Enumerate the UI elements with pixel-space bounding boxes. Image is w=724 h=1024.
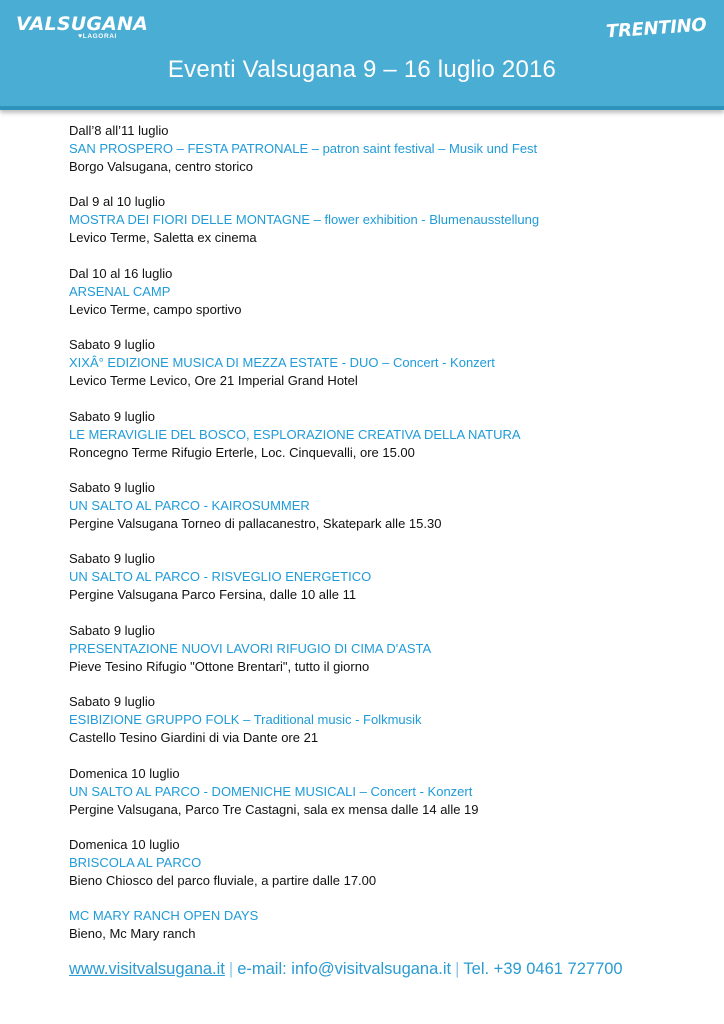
event-name: ARSENAL CAMP: [69, 283, 171, 299]
event-item: [69, 193, 709, 247]
event-date: Dal 9 al 10 luglio: [69, 194, 166, 210]
event-item: [69, 550, 709, 604]
event-name: MC MARY RANCH OPEN DAYS: [69, 908, 259, 924]
event-place: Borgo Valsugana, centro storico: [69, 159, 254, 174]
event-name: MOSTRA DEI FIORI DELLE MONTAGNE – flower exhibition - Blumenausstellung: [69, 212, 540, 228]
event-item: [69, 479, 709, 533]
event-place: Pergine Valsugana, Parco Tre Castagni, sala ex mensa dalle 14 alle 19: [69, 801, 479, 817]
event-place: Bieno, Mc Mary ranch: [69, 926, 196, 942]
event-place: Bieno Chiosco del parco fluviale, a partire dalle 17.00: [69, 872, 377, 888]
event-date: Sabato 9 luglio: [69, 408, 156, 424]
event-name: UN SALTO AL PARCO - DOMENICHE MUSICALI – Concert - Konzert: [69, 783, 473, 799]
event-name: ESIBIZIONE GRUPPO FOLK – Traditional music - Folkmusik: [69, 712, 422, 728]
event-date: Dall’8 all’11 luglio: [69, 123, 169, 138]
event-date: Domenica 10 luglio: [69, 765, 180, 781]
event-name: UN SALTO AL PARCO - KAIROSUMMER: [69, 497, 310, 513]
event-item: [69, 408, 709, 462]
event-item: [69, 622, 709, 676]
event-place: Roncegno Terme Rifugio Erterle, Loc. Cinquevalli, ore 15.00: [69, 444, 415, 460]
event-name: LE MERAVIGLIE DEL BOSCO, ESPLORAZIONE CREATIVA DELLA NATURA: [69, 426, 521, 442]
event-list: [69, 122, 709, 961]
valsugana-logo-text: VALSUGANA: [16, 13, 149, 35]
event-date: Sabato 9 luglio: [69, 337, 156, 353]
event-place: Pergine Valsugana Torneo di pallacanestro, Skatepark alle 15.30: [69, 515, 442, 531]
event-item: [69, 265, 709, 319]
event-name: PRESENTAZIONE NUOVI LAVORI RIFUGIO DI CIMA D'ASTA: [69, 640, 432, 656]
event-place: Pergine Valsugana Parco Fersina, dalle 10 alle 11: [69, 587, 357, 603]
trentino-logo[interactable]: TRENTINO: [604, 14, 707, 43]
event-place: Pieve Tesino Rifugio "Ottone Brentari", tutto il giorno: [69, 658, 370, 674]
event-name: BRISCOLA AL PARCO: [69, 854, 202, 870]
heart-icon: ♥: [78, 33, 83, 40]
footer-separator: |: [455, 960, 460, 978]
footer-separator: |: [228, 960, 234, 978]
event-place: Levico Terme, Saletta ex cinema: [69, 230, 257, 246]
event-date: Sabato 9 luglio: [69, 551, 156, 567]
valsugana-logo[interactable]: [16, 13, 149, 40]
event-place: Levico Terme Levico, Ore 21 Imperial Grand Hotel: [69, 373, 358, 389]
event-item: [69, 336, 709, 390]
contact-footer: [69, 960, 623, 979]
event-date: Dal 10 al 16 luglio: [69, 265, 173, 281]
event-date: Sabato 9 luglio: [69, 479, 156, 495]
email-link[interactable]: e-mail: info@visitvalsugana.it: [237, 960, 452, 978]
event-item: [69, 907, 709, 943]
event-item: [69, 765, 709, 819]
phone-text: Tel. +39 0461 727700: [463, 960, 623, 978]
event-place: Castello Tesino Giardini di via Dante ore 21: [69, 730, 319, 746]
event-date: Sabato 9 luglio: [69, 694, 156, 710]
page-title: Eventi Valsugana 9 – 16 luglio 2016: [167, 56, 557, 83]
website-link[interactable]: www.visitvalsugana.it: [69, 960, 225, 978]
event-name: SAN PROSPERO – FESTA PATRONALE – patron saint festival – Musik und Fest: [69, 141, 538, 156]
event-name: UN SALTO AL PARCO - RISVEGLIO ENERGETICO: [69, 569, 372, 585]
event-item: [69, 122, 709, 176]
event-date: Sabato 9 luglio: [69, 622, 156, 638]
event-name: XIXÂ° EDIZIONE MUSICA DI MEZZA ESTATE - DUO – Concert - Konzert: [69, 355, 495, 371]
event-item: [69, 693, 709, 747]
event-item: [69, 836, 709, 890]
page-header: [0, 0, 724, 110]
lagorai-text: LAGORAI: [82, 33, 117, 40]
event-place: Levico Terme, campo sportivo: [69, 301, 242, 317]
lagorai-logo-subtitle: [78, 33, 117, 40]
event-date: Domenica 10 luglio: [69, 836, 180, 852]
